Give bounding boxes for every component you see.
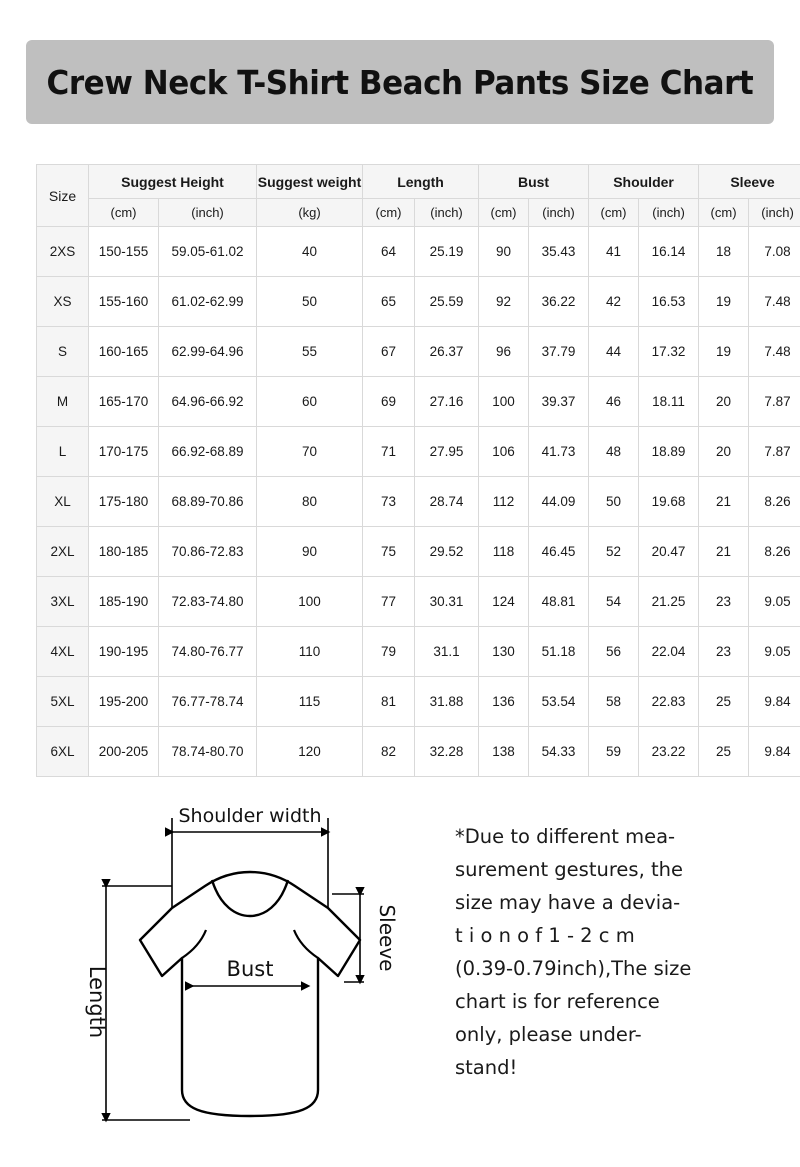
cell-length-inch: 29.52 — [415, 527, 479, 577]
cell-sleeve-inch: 7.48 — [749, 277, 800, 327]
table-head — [37, 165, 800, 227]
table-row — [37, 677, 800, 727]
cell-shoulder-inch: 19.68 — [639, 477, 699, 527]
cell-length-inch: 25.19 — [415, 227, 479, 277]
tshirt-diagram-svg — [60, 790, 440, 1140]
cell-height-cm: 180-185 — [89, 527, 159, 577]
note-line-4: t i o n o f 1 - 2 c m — [455, 924, 635, 947]
cell-length-inch: 25.59 — [415, 277, 479, 327]
cell-weight-kg: 100 — [257, 577, 363, 627]
column-header-size: Size — [37, 165, 89, 227]
note-line-2: surement gestures, the — [455, 858, 683, 881]
length-label: Length — [85, 965, 109, 1039]
cell-length-cm: 69 — [363, 377, 415, 427]
cell-bust-inch: 48.81 — [529, 577, 589, 627]
cell-shoulder-inch: 23.22 — [639, 727, 699, 777]
cell-shoulder-cm: 50 — [589, 477, 639, 527]
cell-length-inch: 31.88 — [415, 677, 479, 727]
measurement-diagram — [60, 790, 440, 1140]
cell-bust-inch: 39.37 — [529, 377, 589, 427]
cell-size: XL — [37, 477, 89, 527]
cell-bust-cm: 96 — [479, 327, 529, 377]
unit-weight-kg: (kg) — [257, 199, 363, 227]
cell-height-inch: 72.83-74.80 — [159, 577, 257, 627]
column-header-suggest-weight: Suggest weight — [257, 165, 363, 199]
cell-height-cm: 160-165 — [89, 327, 159, 377]
column-header-suggest-height: Suggest Height — [89, 165, 257, 199]
cell-bust-cm: 92 — [479, 277, 529, 327]
cell-sleeve-inch: 9.05 — [749, 627, 800, 677]
cell-sleeve-cm: 25 — [699, 727, 749, 777]
table-row — [37, 227, 800, 277]
note-line-5: (0.39-0.79inch),The size — [455, 957, 692, 980]
cell-sleeve-cm: 23 — [699, 577, 749, 627]
cell-length-cm: 73 — [363, 477, 415, 527]
cell-bust-inch: 51.18 — [529, 627, 589, 677]
cell-sleeve-inch: 7.48 — [749, 327, 800, 377]
cell-height-cm: 165-170 — [89, 377, 159, 427]
cell-bust-cm: 138 — [479, 727, 529, 777]
cell-shoulder-inch: 16.14 — [639, 227, 699, 277]
cell-height-inch: 78.74-80.70 — [159, 727, 257, 777]
cell-shoulder-cm: 44 — [589, 327, 639, 377]
cell-bust-inch: 41.73 — [529, 427, 589, 477]
cell-sleeve-inch: 9.84 — [749, 677, 800, 727]
cell-bust-inch: 46.45 — [529, 527, 589, 577]
unit-shoulder-cm: (cm) — [589, 199, 639, 227]
cell-height-inch: 62.99-64.96 — [159, 327, 257, 377]
cell-shoulder-cm: 52 — [589, 527, 639, 577]
size-table — [36, 164, 800, 777]
cell-shoulder-inch: 20.47 — [639, 527, 699, 577]
cell-bust-inch: 53.54 — [529, 677, 589, 727]
cell-sleeve-cm: 21 — [699, 477, 749, 527]
cell-weight-kg: 55 — [257, 327, 363, 377]
cell-weight-kg: 60 — [257, 377, 363, 427]
cell-weight-kg: 50 — [257, 277, 363, 327]
cell-height-inch: 66.92-68.89 — [159, 427, 257, 477]
cell-sleeve-inch: 9.84 — [749, 727, 800, 777]
cell-weight-kg: 40 — [257, 227, 363, 277]
tshirt-body-outline — [140, 872, 360, 1116]
cell-sleeve-cm: 19 — [699, 277, 749, 327]
table-row — [37, 327, 800, 377]
cell-sleeve-cm: 19 — [699, 327, 749, 377]
cell-length-cm: 65 — [363, 277, 415, 327]
cell-length-inch: 27.95 — [415, 427, 479, 477]
cell-bust-inch: 36.22 — [529, 277, 589, 327]
cell-sleeve-cm: 18 — [699, 227, 749, 277]
cell-weight-kg: 110 — [257, 627, 363, 677]
column-header-bust: Bust — [479, 165, 589, 199]
cell-weight-kg: 70 — [257, 427, 363, 477]
cell-length-cm: 81 — [363, 677, 415, 727]
cell-sleeve-inch: 7.87 — [749, 427, 800, 477]
cell-shoulder-cm: 56 — [589, 627, 639, 677]
cell-bust-cm: 106 — [479, 427, 529, 477]
cell-size: L — [37, 427, 89, 477]
cell-sleeve-cm: 21 — [699, 527, 749, 577]
cell-bust-inch: 37.79 — [529, 327, 589, 377]
note-line-8: stand! — [455, 1056, 518, 1079]
cell-size: 5XL — [37, 677, 89, 727]
cell-size: XS — [37, 277, 89, 327]
table-row — [37, 277, 800, 327]
table-group-header-row — [37, 165, 800, 199]
table-row — [37, 427, 800, 477]
cell-sleeve-cm: 25 — [699, 677, 749, 727]
cell-sleeve-inch: 8.26 — [749, 477, 800, 527]
cell-shoulder-cm: 46 — [589, 377, 639, 427]
note-line-6: chart is for reference — [455, 990, 660, 1013]
cell-bust-cm: 90 — [479, 227, 529, 277]
table-unit-header-row — [37, 199, 800, 227]
cell-sleeve-inch: 8.26 — [749, 527, 800, 577]
sleeve-label: Sleeve — [375, 904, 399, 972]
table-body — [37, 227, 800, 777]
unit-sleeve-cm: (cm) — [699, 199, 749, 227]
unit-length-inch: (inch) — [415, 199, 479, 227]
table-row — [37, 627, 800, 677]
cell-shoulder-cm: 59 — [589, 727, 639, 777]
size-table-container — [36, 164, 794, 777]
cell-size: S — [37, 327, 89, 377]
cell-size: M — [37, 377, 89, 427]
cell-size: 2XL — [37, 527, 89, 577]
cell-length-cm: 71 — [363, 427, 415, 477]
cell-shoulder-inch: 18.89 — [639, 427, 699, 477]
cell-height-cm: 155-160 — [89, 277, 159, 327]
cell-height-cm: 170-175 — [89, 427, 159, 477]
cell-sleeve-cm: 20 — [699, 377, 749, 427]
cell-sleeve-cm: 20 — [699, 427, 749, 477]
cell-height-inch: 76.77-78.74 — [159, 677, 257, 727]
shoulder-width-label: Shoulder width — [178, 805, 322, 827]
cell-shoulder-cm: 41 — [589, 227, 639, 277]
column-header-shoulder: Shoulder — [589, 165, 699, 199]
cell-length-inch: 31.1 — [415, 627, 479, 677]
cell-length-cm: 77 — [363, 577, 415, 627]
unit-height-inch: (inch) — [159, 199, 257, 227]
deviation-note — [455, 820, 775, 1084]
cell-height-cm: 195-200 — [89, 677, 159, 727]
unit-length-cm: (cm) — [363, 199, 415, 227]
cell-length-inch: 26.37 — [415, 327, 479, 377]
cell-shoulder-inch: 16.53 — [639, 277, 699, 327]
cell-length-inch: 32.28 — [415, 727, 479, 777]
cell-length-inch: 27.16 — [415, 377, 479, 427]
cell-bust-cm: 136 — [479, 677, 529, 727]
cell-bust-inch: 35.43 — [529, 227, 589, 277]
cell-shoulder-inch: 21.25 — [639, 577, 699, 627]
cell-sleeve-inch: 7.87 — [749, 377, 800, 427]
unit-shoulder-inch: (inch) — [639, 199, 699, 227]
cell-shoulder-inch: 22.04 — [639, 627, 699, 677]
cell-weight-kg: 120 — [257, 727, 363, 777]
cell-length-cm: 79 — [363, 627, 415, 677]
cell-shoulder-cm: 54 — [589, 577, 639, 627]
cell-height-inch: 70.86-72.83 — [159, 527, 257, 577]
cell-size: 3XL — [37, 577, 89, 627]
table-row — [37, 727, 800, 777]
cell-height-inch: 64.96-66.92 — [159, 377, 257, 427]
cell-shoulder-cm: 42 — [589, 277, 639, 327]
cell-sleeve-inch: 7.08 — [749, 227, 800, 277]
cell-height-inch: 61.02-62.99 — [159, 277, 257, 327]
cell-shoulder-inch: 22.83 — [639, 677, 699, 727]
cell-height-inch: 68.89-70.86 — [159, 477, 257, 527]
cell-shoulder-cm: 48 — [589, 427, 639, 477]
cell-shoulder-inch: 17.32 — [639, 327, 699, 377]
unit-sleeve-inch: (inch) — [749, 199, 800, 227]
note-line-7: only, please under- — [455, 1023, 642, 1046]
bust-label: Bust — [226, 957, 274, 981]
column-header-sleeve: Sleeve — [699, 165, 800, 199]
table-row — [37, 377, 800, 427]
cell-size: 2XS — [37, 227, 89, 277]
table-row — [37, 477, 800, 527]
cell-height-inch: 59.05-61.02 — [159, 227, 257, 277]
cell-weight-kg: 115 — [257, 677, 363, 727]
cell-length-cm: 64 — [363, 227, 415, 277]
column-header-length: Length — [363, 165, 479, 199]
cell-bust-inch: 44.09 — [529, 477, 589, 527]
note-line-3: size may have a devia- — [455, 891, 681, 914]
cell-weight-kg: 80 — [257, 477, 363, 527]
cell-bust-inch: 54.33 — [529, 727, 589, 777]
cell-length-cm: 82 — [363, 727, 415, 777]
cell-bust-cm: 100 — [479, 377, 529, 427]
cell-length-inch: 30.31 — [415, 577, 479, 627]
cell-bust-cm: 130 — [479, 627, 529, 677]
cell-bust-cm: 112 — [479, 477, 529, 527]
page-title: Crew Neck T-Shirt Beach Pants Size Chart — [46, 62, 754, 102]
cell-length-inch: 28.74 — [415, 477, 479, 527]
cell-height-cm: 175-180 — [89, 477, 159, 527]
cell-size: 4XL — [37, 627, 89, 677]
cell-height-inch: 74.80-76.77 — [159, 627, 257, 677]
unit-bust-inch: (inch) — [529, 199, 589, 227]
cell-sleeve-cm: 23 — [699, 627, 749, 677]
cell-height-cm: 185-190 — [89, 577, 159, 627]
cell-shoulder-cm: 58 — [589, 677, 639, 727]
table-row — [37, 527, 800, 577]
cell-weight-kg: 90 — [257, 527, 363, 577]
cell-height-cm: 200-205 — [89, 727, 159, 777]
cell-sleeve-inch: 9.05 — [749, 577, 800, 627]
title-banner — [26, 40, 774, 124]
cell-bust-cm: 124 — [479, 577, 529, 627]
note-line-1: *Due to different mea- — [455, 825, 676, 848]
cell-bust-cm: 118 — [479, 527, 529, 577]
table-row — [37, 577, 800, 627]
unit-bust-cm: (cm) — [479, 199, 529, 227]
unit-height-cm: (cm) — [89, 199, 159, 227]
cell-height-cm: 150-155 — [89, 227, 159, 277]
cell-size: 6XL — [37, 727, 89, 777]
cell-height-cm: 190-195 — [89, 627, 159, 677]
cell-shoulder-inch: 18.11 — [639, 377, 699, 427]
cell-length-cm: 75 — [363, 527, 415, 577]
cell-length-cm: 67 — [363, 327, 415, 377]
